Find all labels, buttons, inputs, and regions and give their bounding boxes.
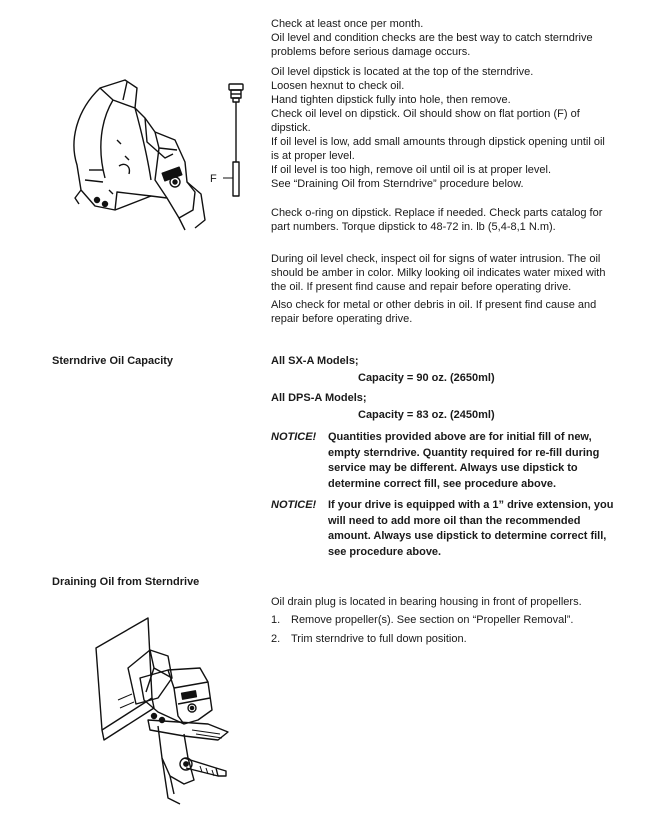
sterndrive-drain-illustration <box>88 608 248 808</box>
text-line: See “Draining Oil from Sterndrive” procedure below. <box>271 178 524 190</box>
text-line: should be amber in color. Milky looking oil indicates water mixed with <box>271 267 606 279</box>
text-line: empty sterndrive. Quantity required for re-fill during <box>328 446 600 459</box>
text-line: Oil level dipstick is located at the top of the sterndrive. <box>271 66 534 78</box>
water-intrusion-paragraph <box>271 252 605 294</box>
notice-body <box>328 498 613 560</box>
text-line: dipstick. <box>271 122 311 134</box>
intro-paragraph <box>271 17 593 59</box>
notice-label: NOTICE! <box>271 431 317 443</box>
sx-capacity-value: Capacity = 90 oz. (2650ml) <box>358 372 495 384</box>
text-line: will need to add more oil than the recommended <box>328 514 581 527</box>
oil-capacity-heading: Sterndrive Oil Capacity <box>52 355 174 367</box>
draining-oil-heading: Draining Oil from Sterndrive <box>52 576 200 588</box>
step-number: 2. <box>271 633 281 645</box>
text-line: If oil level is too high, remove oil until oil is at proper level. <box>271 164 552 176</box>
text-line: If your drive is equipped with a 1” drive extension, you <box>328 499 614 511</box>
text-line: problems before serious damage occurs. <box>271 46 471 58</box>
sx-models-label: All SX-A Models; <box>271 355 359 367</box>
debris-paragraph <box>271 298 596 326</box>
text-line: the oil. If present find cause and repair before operating drive. <box>271 281 572 293</box>
step-item <box>271 613 631 627</box>
text-line: amount. Always use dipstick to determine correct fill, <box>328 530 607 542</box>
notice-body <box>328 430 599 492</box>
text-line: determine correct fill, see procedure above. <box>328 477 557 490</box>
sterndrive-dipstick-illustration <box>55 70 255 240</box>
step-text: Remove propeller(s). See section on “Propeller Removal”. <box>291 614 574 626</box>
text-line: Quantities provided above are for initial fill of new, <box>328 431 592 443</box>
text-line: is at proper level. <box>271 150 355 162</box>
text-line: part numbers. Torque dipstick to 48-72 in. lb (5,4-8,1 N.m). <box>271 221 556 233</box>
text-line: If oil level is low, add small amounts through dipstick opening until oil <box>271 136 605 148</box>
text-line: During oil level check, inspect oil for signs of water intrusion. The oil <box>271 253 601 265</box>
text-line: Check o-ring on dipstick. Replace if needed. Check parts catalog for <box>271 207 603 219</box>
text-line: see procedure above. <box>328 545 442 558</box>
text-line: Also check for metal or other debris in oil. If present find cause and <box>271 299 597 311</box>
text-line: Check at least once per month. <box>271 18 424 30</box>
dps-capacity-value: Capacity = 83 oz. (2450ml) <box>358 409 495 421</box>
text-line: service may be different. Always use dipstick to <box>328 462 578 474</box>
text-line: Check oil level on dipstick. Oil should show on flat portion (F) of <box>271 108 580 120</box>
oring-paragraph <box>271 206 602 234</box>
text-line: repair before operating drive. <box>271 313 413 325</box>
text-line: Hand tighten dipstick fully into hole, then remove. <box>271 94 511 106</box>
dipstick-instructions <box>271 65 605 191</box>
text-line: Oil level and condition checks are the best way to catch sterndrive <box>271 32 593 44</box>
draining-steps <box>271 613 631 653</box>
step-item <box>271 632 631 646</box>
notice-label: NOTICE! <box>271 499 317 511</box>
callout-f-label: F <box>210 173 217 185</box>
notice-drive-extension <box>271 498 631 558</box>
step-number: 1. <box>271 614 281 626</box>
drain-plug-location: Oil drain plug is located in bearing housing in front of propellers. <box>271 596 582 608</box>
notice-initial-fill <box>271 430 631 490</box>
text-line: Loosen hexnut to check oil. <box>271 80 405 92</box>
dps-models-label: All DPS-A Models; <box>271 392 367 404</box>
step-text: Trim sterndrive to full down position. <box>291 633 467 645</box>
